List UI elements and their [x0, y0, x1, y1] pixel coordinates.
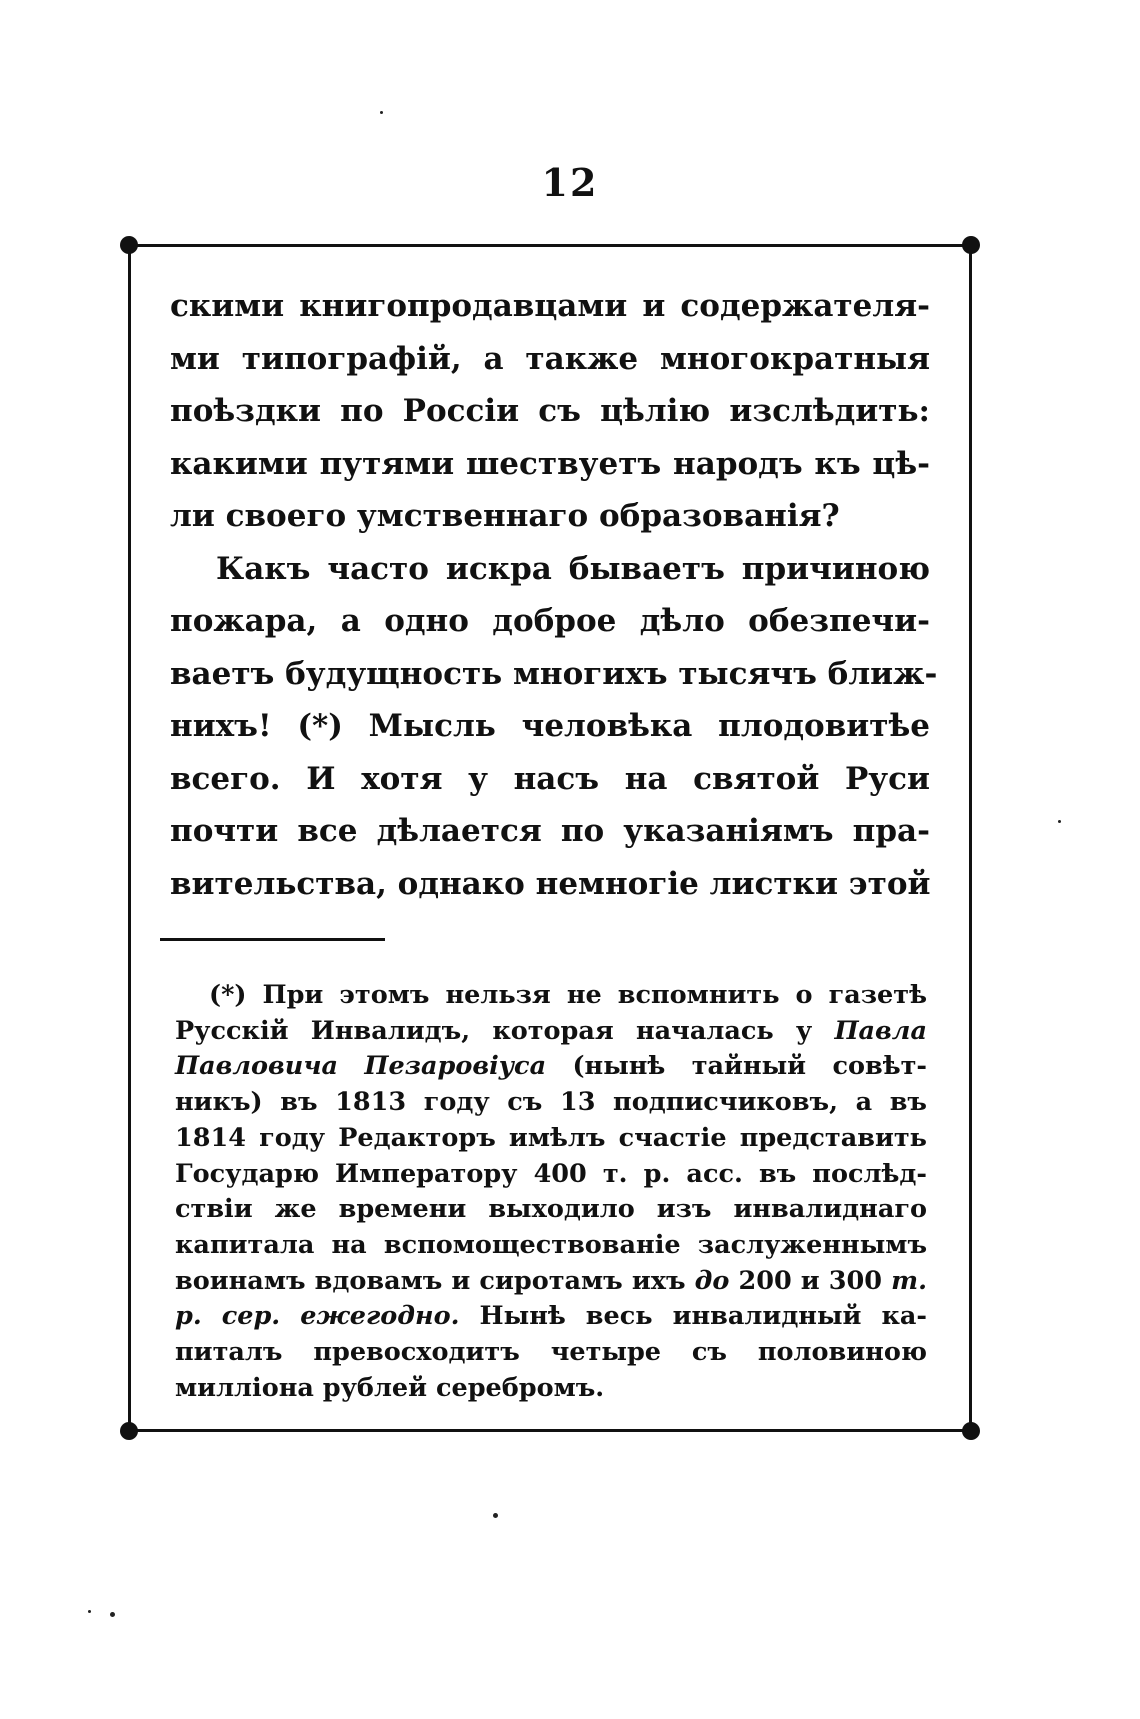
text-line: почти все дѣлается по указаніямъ пра- [170, 813, 930, 849]
text-line: скими книгопродавцами и содержателя- [170, 288, 930, 324]
footnote-line: питалъ превосходитъ четыре съ половиною [175, 1337, 927, 1368]
text-line: нихъ! (*) Мысль человѣка плодовитѣе [170, 708, 930, 744]
footnote-text: Русскій Инвалидъ, которая началась у [175, 1015, 835, 1046]
footnote-text: Нынѣ весь инвалидный ка- [459, 1301, 927, 1332]
footnote-line: ствіи же времени выходило изъ инвалиднаго [175, 1194, 927, 1225]
footnote-line [175, 1014, 927, 1050]
corner-ornament-bottom-right [962, 1422, 980, 1440]
text-line: Какъ часто искра бываетъ причиною [216, 550, 930, 587]
text-line: пожара, а одно доброе дѣло обезпечи- [170, 603, 930, 639]
footnote-rule [160, 938, 385, 941]
footnote-line: 1814 году Редакторъ имѣлъ счастіе представить [175, 1122, 927, 1153]
scan-speck [88, 1610, 91, 1613]
text-line: поѣздки по Россіи съ цѣлію изслѣдить: [170, 393, 930, 429]
text-line: какими путями шествуетъ народъ къ цѣ- [170, 445, 930, 482]
text-line: ми типографій, а также многократныя [170, 340, 930, 377]
footnote-italic-text: Павловича Пезаровіуса [175, 1051, 547, 1082]
footnote-text: 200 и 300 [729, 1265, 892, 1296]
text-line: ваетъ будущность многихъ тысячъ ближ- [170, 655, 938, 692]
scan-speck [110, 1612, 115, 1617]
footnote-line: капитала на вспомоществованіе заслуженнымъ [175, 1229, 927, 1260]
footnote-line: (*) При этомъ нельзя не вспомнить о газетѣ [209, 980, 927, 1010]
main-text [170, 280, 938, 910]
footnote-italic-text: до [694, 1265, 730, 1296]
corner-ornament-bottom-left [120, 1422, 138, 1440]
footnote-line: никъ) въ 1813 году съ 13 подписчиковъ, а въ [175, 1087, 927, 1118]
text-line: ли своего умственнаго образованія? [170, 498, 840, 534]
footnote-line: милліона рублей серебромъ. [175, 1372, 605, 1403]
scan-speck [1058, 820, 1061, 823]
text-line: всего. И хотя у насъ на святой Руси [170, 760, 930, 797]
footnote-italic-text: Павла [834, 1015, 927, 1046]
footnote-line [175, 1049, 927, 1085]
footnote-text: воинамъ вдовамъ и сиротамъ ихъ [175, 1265, 695, 1296]
page-number: 12 [541, 160, 599, 205]
corner-ornament-top-left [120, 236, 138, 254]
footnote [175, 978, 927, 1406]
corner-ornament-top-right [962, 236, 980, 254]
text-line: вительства, однако немногіе листки этой [170, 865, 931, 902]
scan-speck [380, 111, 383, 114]
footnote-line [175, 1299, 927, 1335]
footnote-text: (нынѣ тайный совѣт- [546, 1051, 928, 1082]
scan-speck [493, 1513, 498, 1518]
footnote-italic-text: р. сер. ежегодно. [175, 1301, 460, 1332]
footnote-line [175, 1264, 927, 1300]
footnote-line: Государю Императору 400 т. р. асс. въ послѣд- [175, 1158, 927, 1189]
footnote-italic-text: т. [891, 1265, 927, 1296]
